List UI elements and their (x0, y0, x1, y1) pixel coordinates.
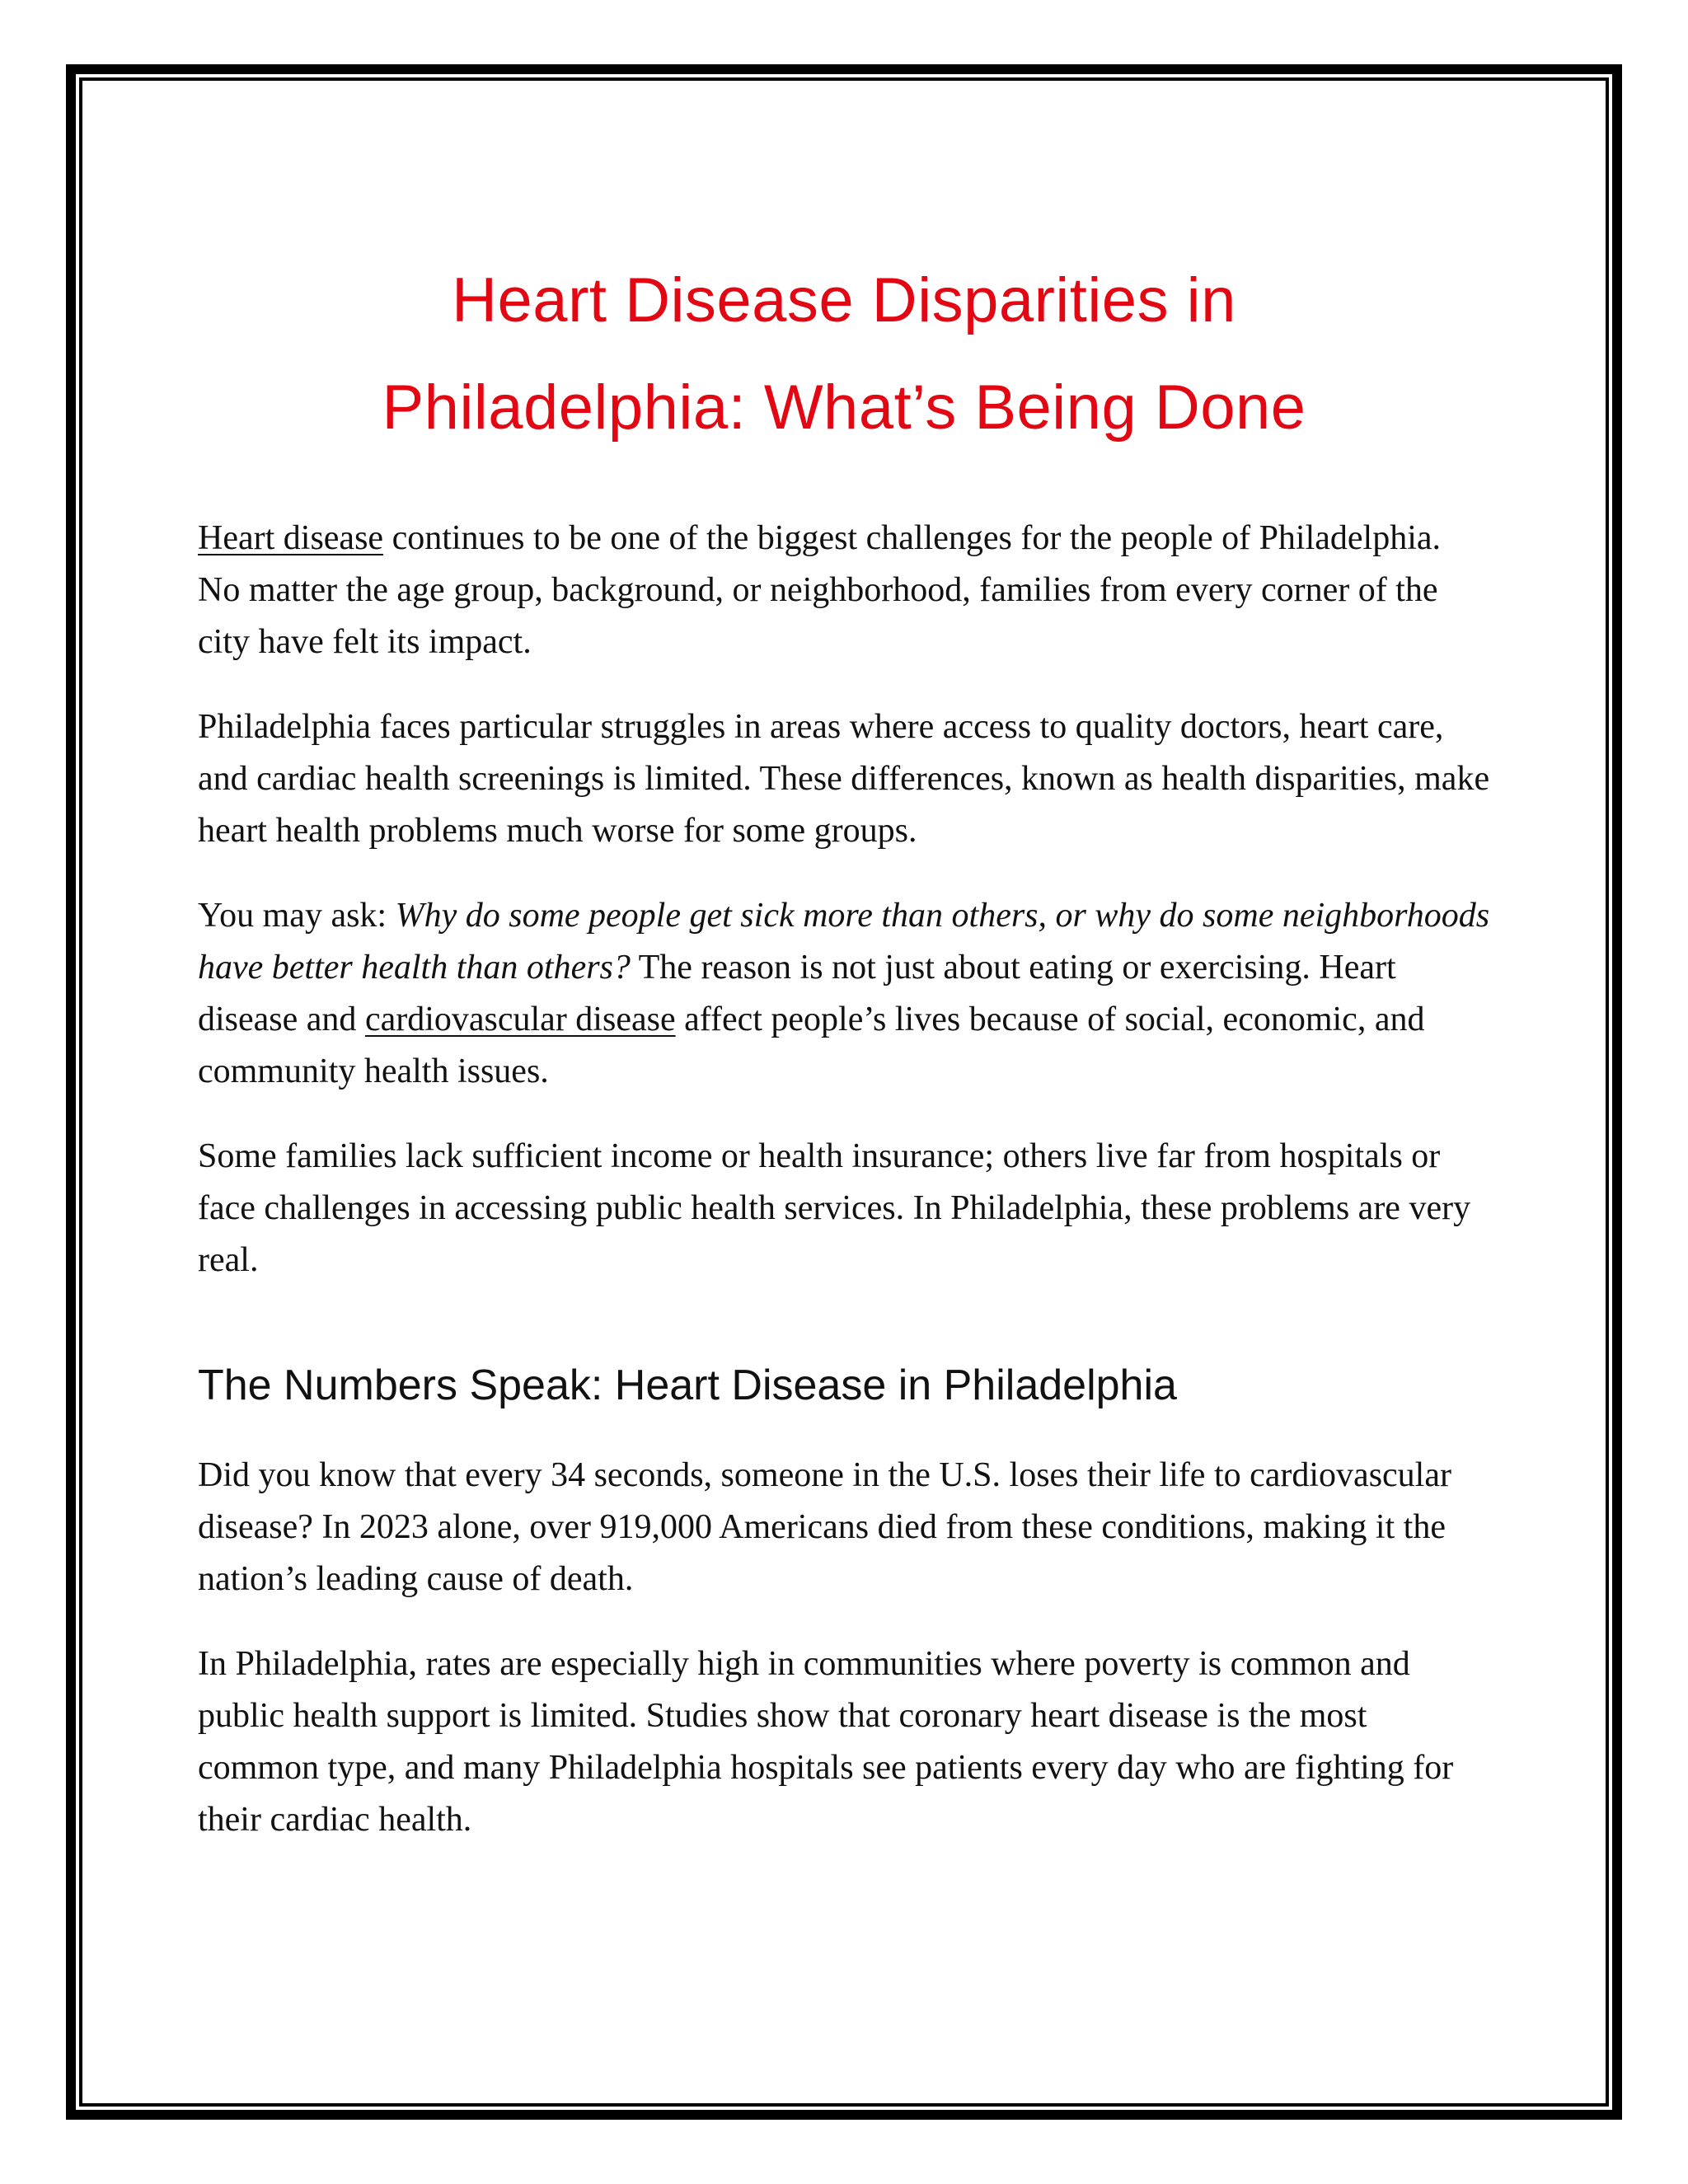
page-title-line-1: Heart Disease Disparities in (452, 265, 1236, 335)
paragraph-intro (198, 513, 1490, 668)
paragraph-question-middle: The reason is not just about eating or exercising. Heart disease and (198, 949, 1396, 1038)
paragraph-disparities: Philadelphia faces particular struggles in areas where access to quality doctors, heart care, and cardiac health screenings is limited. These differences, known as health disparities, make heart health problems much worse for some groups. (198, 708, 1490, 850)
paragraph-question-tail: affect people’s lives because of social, economic, and community health issues. (198, 1001, 1425, 1090)
document-content (198, 247, 1490, 1879)
cardiovascular-disease-link[interactable]: cardiovascular disease (364, 1001, 676, 1038)
paragraph-intro-text: continues to be one of the biggest challenges for the people of Philadelphia. No matter the age group, background, or neighborhood, families from every corner of the city have felt its impact. (198, 519, 1442, 661)
paragraph-question (198, 890, 1490, 1098)
rhetorical-question: Why do some people get sick more than others, or why do some neighborhoods have better health than others? (198, 897, 1490, 987)
paragraph-question-lead: You may ask: (198, 897, 396, 935)
page-title-line-2: Philadelphia: What’s Being Done (382, 373, 1306, 443)
heart-disease-link[interactable]: Heart disease (198, 519, 384, 557)
paragraph-access: Some families lack sufficient income or health insurance; others live far from hospitals or face challenges in accessing public health services. In Philadelphia, these problems are very real. (198, 1137, 1471, 1279)
paragraph-statistics: Did you know that every 34 seconds, someone in the U.S. loses their life to cardiovascular disease? In 2023 alone, over 919,000 Americans died from these conditions, making it the nation’s leading cause of death. (198, 1456, 1451, 1598)
section-heading: The Numbers Speak: Heart Disease in Philadelphia (198, 1361, 1177, 1409)
page-title (198, 247, 1490, 462)
paragraph-philadelphia-rates: In Philadelphia, rates are especially high in communities where poverty is common and public health support is limited. Studies show that coronary heart disease is the most common type, and many Philadelphia hospitals see patients every day who are fighting for their cardiac health. (198, 1645, 1454, 1839)
